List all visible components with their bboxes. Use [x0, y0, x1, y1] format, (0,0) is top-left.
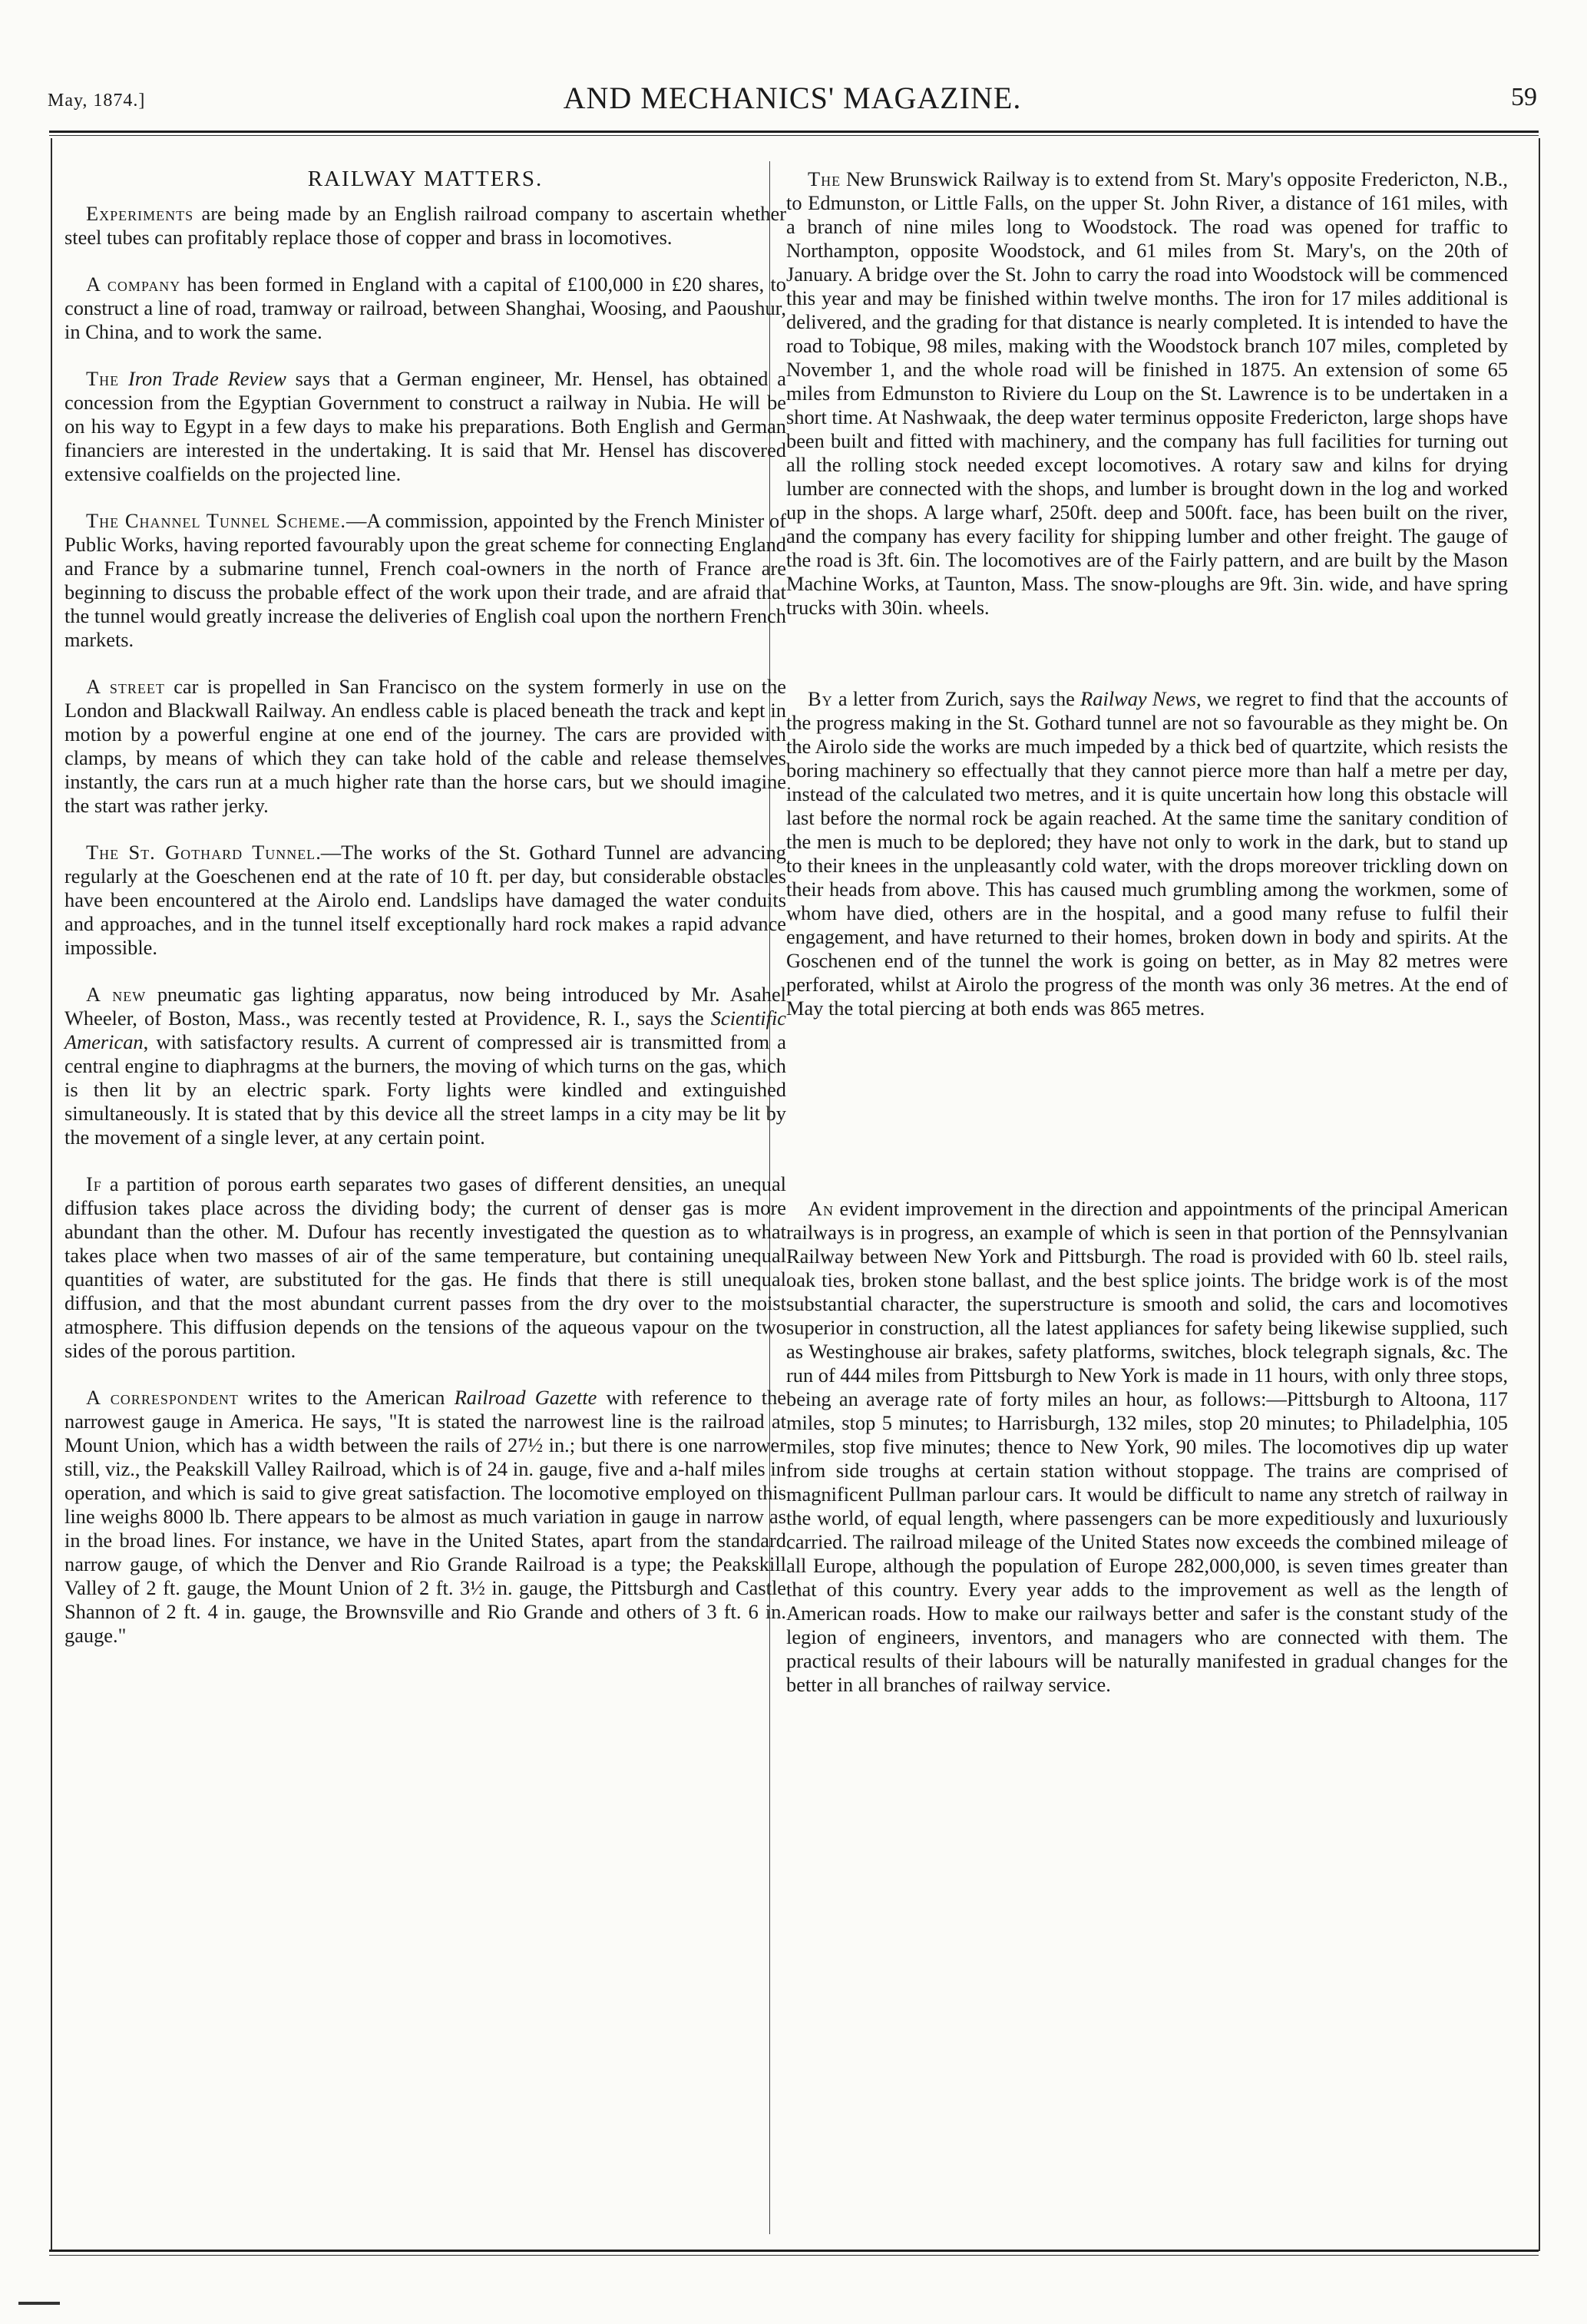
right-column — [786, 167, 1508, 1720]
article-narrow-gauge: A correspondent writes to the American Railroad Gazette with reference to the narrowest gauge in America. He says, "It is stated the narrowest line is the railroad at Mount Union, which has a width between the rails of 27½ in.; but there is one narrower still, viz., the Peakskill Valley Railroad, which is of 24 in. gauge, five and a-half miles in operation, and which is said to give great satisfaction. The locomotive employed on this line weighs 8000 lb. There appears to be almost as much variation in gauge in narrow as in the broad lines. For instance, we have in the United States, apart from the standard narrow gauge, of which the Denver and Rio Grande Railroad is a type; the Peakskill Valley of 2 ft. gauge, the Mount Union of 2 ft. 3½ in. gauge, the Pittsburgh and Castle Shannon of 2 ft. 4 in. gauge, the Brownsville and Rio Grande and others of 3 ft. 6 in. gauge." — [64, 1386, 786, 1647]
article-china-railway: A company has been formed in England with a capital of £100,000 in £20 shares, to construct a line of road, tramway or railroad, between Shanghai, Woosing, and Paoushur, in China, and to work the same. — [64, 273, 786, 343]
article-american-railways: An evident improvement in the direction and appointments of the principal American railways is in progress, an example of which is seen in that portion of the Pennsylvanian Railway between New York and Pittsburgh. The road is provided with 60 lb. steel rails, oak ties, broken stone ballast, and the best splice joints. The bridge work is of the most substantial character, the superstructure is smooth and solid, the cars and locomotives superior in construction, all the latest appliances for safety being likewise supplied, such as Westinghouse air brakes, safety platforms, switches, block telegraph signals, &c. The run of 444 miles from Pittsburgh to New York is made in 11 hours, with only three stops, being an average rate of forty miles an hour, as follows:—Pittsburgh to Altoona, 117 miles, stop 5 minutes; to Harrisburgh, 132 miles, stop 20 minutes; to Philadelphia, 105 miles, stop five minutes; thence to New York, 90 miles. The locomotives dip up water from side troughs at certain station without stoppage. The trains are comprised of magnificent Pullman parlour cars. It would be difficult to name any stretch of railway in the world, of equal length, where passengers can be more expeditiously and luxuriously carried. The railroad mileage of the United States now exceeds the combined mileage of all Europe, although the population of Europe 282,000,000, is seven times greater than that of this country. Every year adds to the improvement as well as the length of American roads. How to make our railways better and safer is the constant study of the legion of engineers, inventors, and managers who are connected with them. The practical results of their labours will be naturally manifested in gradual changes for the better in all branches of railway service. — [786, 1197, 1508, 1696]
left-column — [64, 167, 786, 1671]
scan-mark — [18, 2302, 60, 2305]
article-st-gothard-tunnel: The St. Gothard Tunnel.—The works of the St. Gothard Tunnel are advancing regularly at the Goeschenen end at the rate of 10 ft. per day, but considerable obstacles have been encountered at the Airolo end. Landslips have damaged the water conduits and approaches, and in the tunnel itself exceptionally hard rock makes a rapid advance impossible. — [64, 841, 786, 959]
issue-date: May, 1874.] — [48, 91, 146, 111]
section-title: RAILWAY MATTERS. — [307, 167, 544, 191]
magazine-title: AND MECHANICS' MAGAZINE. — [563, 81, 1022, 115]
article-gas-lighting: A new pneumatic gas lighting apparatus, now being introduced by Mr. Asahel Wheeler, of Boston, Mass., was recently tested at Providence, R. I., says the Scientific American, with satisfactory results. A current of compressed air is transmitted from a central engine to diaphragms at the burners, the moving of which turns on the gas, which is then lit by an electric spark. Forty lights were kindled and extinguished simultaneously. It is stated that by this device all the street lamps in a city may be lit by the movement of a single lever, at any certain point. — [64, 983, 786, 1149]
header-rule — [49, 131, 1539, 133]
article-new-brunswick-railway: The New Brunswick Railway is to extend from St. Mary's opposite Fredericton, N.B., to Edmunston, or Little Falls, on the upper St. John River, a distance of 161 miles, with a branch of nine miles long to Woodstock. The road was opened for traffic to Northampton, opposite Woodstock, and 61 miles from St. Mary's, on the 20th of January. A bridge over the St. John to carry the road into Woodstock will be commenced this year and may be finished within twelve months. The iron for 17 miles additional is delivered, and the grading for that distance is nearly completed. It is intended to have the road to Tobique, 98 miles, making with the Woodstock branch 107 miles, completed by November 1, and the whole road will be finished in 1875. An extension of some 65 miles from Edmunston to Riviere du Loup on the St. Lawrence is to be undertaken in a short time. At Nashwaak, the deep water terminus opposite Fredericton, large shops have been built and fitted with machinery, and the company has full facilities for turning out all the rolling stock needed except locomotives. A rotary saw and kilns for drying lumber are connected with the shops, and lumber is brought down in the log and worked up in the shops. A large wharf, 250ft. deep and 500ft. face, has been built on the river, and the company has every facility for shipping lumber and other freight. The gauge of the road is 3ft. 6in. The locomotives are of the Fairly pattern, and are built by the Mason Machine Works, at Taunton, Mass. The snow-ploughs are 9ft. 3in. wide, and have spring trucks with 30in. wheels. — [786, 167, 1508, 619]
footer-rule — [49, 2250, 1539, 2252]
article-porous-diffusion: If a partition of porous earth separates two gases of different densities, an unequal diffusion takes place across the dividing body; the current of denser gas is more abundant than the other. M. Dufour has recently investigated the question as to what takes place when two masses of air of the same temperature, but containing unequal quantities of water, are substituted for the gas. He finds that there is still unequal diffusion, and that the most abundant current passes from the dry over to the moist atmosphere. This diffusion depends on the tensions of the aqueous vapour on the two sides of the porous partition. — [64, 1172, 786, 1362]
article-channel-tunnel: The Channel Tunnel Scheme.—A commission, appointed by the French Minister of Public Works, having reported favourably upon the great scheme for connecting England and France by a submarine tunnel, French coal-owners in the north of France are beginning to discuss the probable effect of the work upon their trade, and are afraid that the tunnel would greatly increase the deliveries of English coal upon the northern French markets. — [64, 509, 786, 651]
footer-rule-thin — [49, 2255, 1539, 2256]
spacer — [786, 643, 1508, 687]
article-steel-tubes: Experiments are being made by an English railroad company to ascertain whether steel tubes can profitably replace those of copper and brass in locomotives. — [64, 202, 786, 249]
article-nubia-railway: The Iron Trade Review says that a German engineer, Mr. Hensel, has obtained a concession from the Egyptian Government to construct a railway in Nubia. He will be on his way to Egypt in a few days to make his preparations. Both English and German financiers are interested in the undertaking. It is said that Mr. Hensel has discovered extensive coalfields on the projected line. — [64, 367, 786, 485]
header-rule-thin — [49, 135, 1539, 136]
article-street-car: A street car is propelled in San Francisco on the system formerly in use on the London and Blackwall Railway. An endless cable is placed beneath the track and kept in motion by a powerful engine at one end of the journey. The cars are provided with clamps, by means of which they can take hold of the cable and release themselves instantly, the cars run at a much higher rate than the horse cars, but we should imagine the start was rather jerky. — [64, 675, 786, 817]
article-zurich-letter: By a letter from Zurich, says the Railway News, we regret to find that the accounts of the progress making in the St. Gothard tunnel are not so favourable as they might be. On the Airolo side the works are much impeded by a thick bed of quartzite, which resists the boring machinery so effectually that they cannot pierce more than half a metre per day, instead of the calculated two metres, and it is quite uncertain how long this obstacle will last before the normal rock be again reached. At the same time the sanitary condition of the men is much to be deplored; they have not only to work in the dark, but to stand up to their knees in the unpleasantly cold water, with the drops moreover trickling down on their heads from above. This has caused much grumbling among the workmen, some of whom have died, others are in the hospital, and a good many refuse to fulfil their engagement, and have returned to their homes, broken down in body and spirits. At the Goschenen end of the tunnel the work is going on better, as in May 82 metres were perforated, whilst at Airolo the progress of the month was only 36 metres. At the end of May the total piercing at both ends was 865 metres. — [786, 687, 1508, 1020]
page-header — [48, 77, 1537, 123]
spacer — [786, 1043, 1508, 1197]
page-number: 59 — [1511, 83, 1537, 111]
